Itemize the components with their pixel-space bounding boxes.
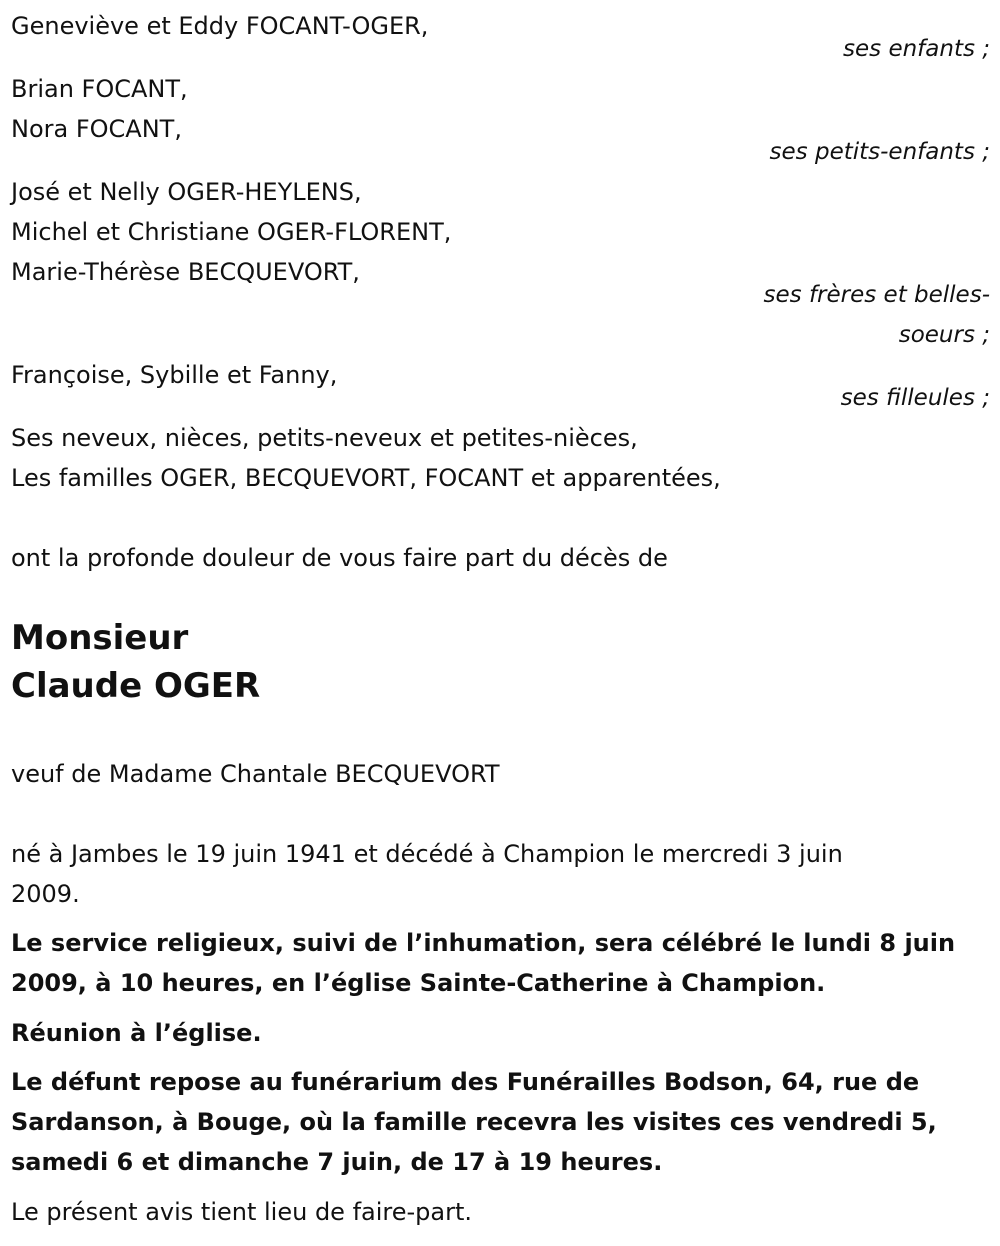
service-line-1: Le service religieux, suivi de l’inhumation, sera célébré le lundi 8 juin bbox=[11, 929, 956, 957]
deceased-title: Monsieur bbox=[11, 618, 189, 658]
repose-line-1: Le défunt repose au funérarium des Funérailles Bodson, 64, rue de bbox=[11, 1068, 920, 1096]
reunion-line: Réunion à l’église. bbox=[11, 1019, 262, 1047]
birth-death-line-2: 2009. bbox=[11, 880, 80, 908]
closing-line: Le présent avis tient lieu de faire-part. bbox=[11, 1198, 473, 1226]
siblings-role-line2: soeurs ; bbox=[898, 322, 990, 348]
children-names: Geneviève et Eddy FOCANT-OGER, bbox=[11, 12, 429, 40]
goddaughters-role: ses filleules ; bbox=[840, 385, 990, 411]
deceased-name: Claude OGER bbox=[11, 666, 261, 706]
extended-family-line-1: Ses neveux, nièces, petits-neveux et petites-nièces, bbox=[11, 424, 638, 452]
extended-family-line-2: Les familles OGER, BECQUEVORT, FOCANT et apparentées, bbox=[11, 464, 721, 492]
grandchild-name-2: Nora FOCANT, bbox=[11, 115, 182, 143]
grandchildren-role: ses petits-enfants ; bbox=[769, 139, 990, 165]
repose-line-2: Sardanson, à Bouge, où la famille recevra les visites ces vendredi 5, bbox=[11, 1108, 937, 1136]
announcement-text: ont la profonde douleur de vous faire part du décès de bbox=[11, 544, 668, 572]
birth-death-line-1: né à Jambes le 19 juin 1941 et décédé à Champion le mercredi 3 juin bbox=[11, 840, 843, 868]
siblings-role-line1: ses frères et belles- bbox=[763, 282, 990, 308]
sibling-name-2: Michel et Christiane OGER-FLORENT, bbox=[11, 218, 452, 246]
sibling-name-1: José et Nelly OGER-HEYLENS, bbox=[11, 178, 362, 206]
children-role: ses enfants ; bbox=[843, 36, 990, 62]
sibling-name-3: Marie-Thérèse BECQUEVORT, bbox=[11, 258, 360, 286]
widow-line: veuf de Madame Chantale BECQUEVORT bbox=[11, 760, 500, 788]
grandchild-name-1: Brian FOCANT, bbox=[11, 75, 188, 103]
repose-line-3: samedi 6 et dimanche 7 juin, de 17 à 19 heures. bbox=[11, 1148, 663, 1176]
goddaughters-names: Françoise, Sybille et Fanny, bbox=[11, 361, 338, 389]
service-line-2: 2009, à 10 heures, en l’église Sainte-Catherine à Champion. bbox=[11, 969, 826, 997]
